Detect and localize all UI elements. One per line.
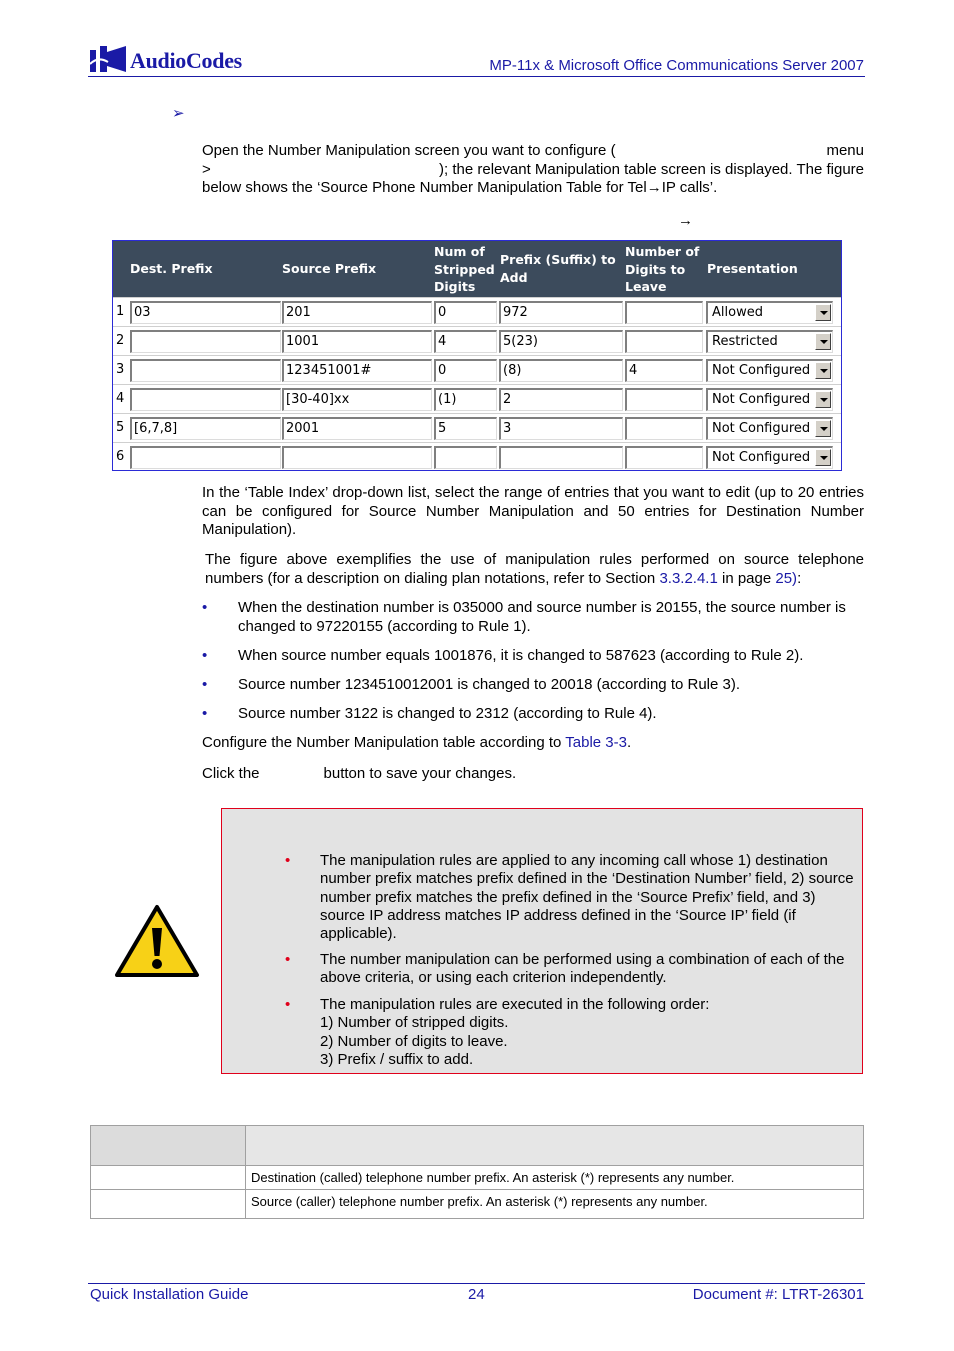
example-text-mid: in page bbox=[717, 569, 776, 587]
digits-to-leave-input[interactable] bbox=[625, 301, 703, 324]
presentation-select[interactable] bbox=[706, 388, 833, 411]
table-row bbox=[113, 355, 841, 384]
footer-guide-name: Quick Installation Guide bbox=[90, 1286, 249, 1303]
list-item-text: When source number equals 1001876, it is changed to 587623 (according to Rule 2). bbox=[238, 647, 804, 664]
list-item-text: Source number 3122 is changed to 2312 (according to Rule 4). bbox=[238, 705, 657, 722]
header-dest-prefix: Dest. Prefix bbox=[130, 261, 213, 276]
dest-prefix-input[interactable]: 03 bbox=[130, 301, 281, 324]
table-row bbox=[91, 1190, 863, 1214]
dest-prefix-input[interactable] bbox=[130, 330, 281, 353]
row-index: 5 bbox=[116, 420, 125, 435]
header-presentation: Presentation bbox=[707, 261, 798, 276]
intro-line-3: below shows the ‘Source Phone Number Manipulation Table for Tel→IP calls’. bbox=[202, 179, 718, 196]
header-stripped-2: Stripped bbox=[434, 262, 495, 277]
warning-icon bbox=[114, 904, 200, 978]
header-source-prefix: Source Prefix bbox=[282, 261, 377, 276]
logo-mark-icon bbox=[88, 44, 128, 74]
note-item-text: The manipulation rules are applied to any incoming call whose 1) destination number prefix matches prefix defined in the ‘Destination Number’ field, 2) source number prefix matches the prefix defined in the ‘Source Prefix’ field, and 3) source IP address matches IP address defined in the ‘Source IP’ field (if applicable). bbox=[320, 852, 854, 943]
configure-paragraph bbox=[202, 734, 864, 753]
intro-line-1-left: Open the Number Manipulation screen you want to configure ( bbox=[202, 142, 616, 159]
presentation-value: Not Configured bbox=[712, 363, 811, 378]
bullet-icon: • bbox=[202, 705, 208, 722]
prefix-to-add-input[interactable]: 3 bbox=[499, 417, 623, 440]
list-item-text: Source number 1234510012001 is changed to 20018 (according to Rule 3). bbox=[238, 676, 741, 693]
row-index: 6 bbox=[116, 449, 125, 464]
source-prefix-input[interactable]: 2001 bbox=[282, 417, 432, 440]
document-title: MP-11x & Microsoft Office Communications Server 2007 bbox=[489, 57, 864, 74]
bullet-icon: • bbox=[202, 676, 208, 693]
chevron-down-icon[interactable] bbox=[815, 304, 831, 321]
bullet-icon: • bbox=[202, 647, 208, 664]
order-intro: The manipulation rules are executed in the following order: bbox=[320, 996, 710, 1013]
table-row bbox=[113, 413, 841, 442]
prefix-to-add-input[interactable] bbox=[499, 446, 623, 469]
prefix-to-add-input[interactable]: 2 bbox=[499, 388, 623, 411]
presentation-value: Not Configured bbox=[712, 392, 811, 407]
stripped-digits-input[interactable]: 0 bbox=[434, 359, 497, 382]
source-prefix-input[interactable]: 201 bbox=[282, 301, 432, 324]
example-text-before: The figure above exemplifies the use of manipulation rules performed on source telephone numbers (for a description on dialing plan notations, refer to Section bbox=[205, 551, 864, 587]
dest-prefix-input[interactable] bbox=[130, 388, 281, 411]
stripped-digits-input[interactable]: 0 bbox=[434, 301, 497, 324]
click-before: Click the bbox=[202, 765, 260, 782]
table-row bbox=[113, 384, 841, 413]
page-link[interactable]: 25) bbox=[775, 569, 798, 587]
stripped-digits-input[interactable]: 4 bbox=[434, 330, 497, 353]
footer-page-number: 24 bbox=[468, 1286, 485, 1303]
stripped-digits-input[interactable] bbox=[434, 446, 497, 469]
chevron-down-icon[interactable] bbox=[815, 449, 831, 466]
presentation-select[interactable] bbox=[706, 301, 833, 324]
stripped-digits-input[interactable]: 5 bbox=[434, 417, 497, 440]
digits-to-leave-input[interactable] bbox=[625, 388, 703, 411]
presentation-value: Not Configured bbox=[712, 450, 811, 465]
procedure-arrow-icon: ➢ bbox=[172, 105, 185, 122]
table-row bbox=[113, 442, 841, 471]
source-prefix-input[interactable]: 123451001# bbox=[282, 359, 432, 382]
row-index: 3 bbox=[116, 362, 125, 377]
presentation-select[interactable] bbox=[706, 446, 833, 469]
chevron-down-icon[interactable] bbox=[815, 391, 831, 408]
order-step-1: 1) Number of stripped digits. bbox=[320, 1014, 509, 1032]
header-rule bbox=[88, 76, 865, 77]
table-header bbox=[113, 241, 841, 297]
intro-line-1-right: menu bbox=[826, 142, 864, 159]
note-item-text: The number manipulation can be performed using a combination of each of the above criteria, or using each criterion independently. bbox=[320, 951, 845, 987]
parameter-table bbox=[90, 1125, 864, 1219]
intro-line-2-right: ); the relevant Manipulation table screen is displayed. The figure bbox=[439, 160, 864, 178]
footer-document-number: Document #: LTRT-26301 bbox=[692, 1286, 864, 1303]
note-box bbox=[221, 808, 863, 1074]
dest-prefix-input[interactable]: [6,7,8] bbox=[130, 417, 281, 440]
example-text-after: : bbox=[797, 569, 802, 587]
prefix-to-add-input[interactable]: (8) bbox=[499, 359, 623, 382]
source-prefix-input[interactable]: [30-40]xx bbox=[282, 388, 432, 411]
header-prefix-2: Add bbox=[500, 270, 528, 285]
parameter-description: Source (caller) telephone number prefix. An asterisk (*) represents any number. bbox=[251, 1194, 708, 1209]
source-prefix-input[interactable] bbox=[282, 446, 432, 469]
table-row bbox=[91, 1166, 863, 1190]
caption-arrow-icon: → bbox=[678, 212, 693, 229]
presentation-value: Restricted bbox=[712, 334, 778, 349]
bullet-icon: • bbox=[285, 996, 291, 1013]
presentation-select[interactable] bbox=[706, 359, 833, 382]
parameter-description: Destination (called) telephone number prefix. An asterisk (*) represents any number. bbox=[251, 1170, 735, 1185]
digits-to-leave-input[interactable] bbox=[625, 417, 703, 440]
header-leave-3: Leave bbox=[625, 279, 667, 294]
presentation-select[interactable] bbox=[706, 417, 833, 440]
table-index-paragraph: In the ‘Table Index’ drop-down list, select the range of entries that you want to edit (up to 20 entries can be configured for Source Number Manipulation and 50 entries for Destination Number Manipulation). bbox=[202, 484, 864, 538]
example-paragraph bbox=[205, 551, 864, 588]
table-row bbox=[113, 326, 841, 355]
order-step-2: 2) Number of digits to leave. bbox=[320, 1032, 508, 1050]
chevron-down-icon[interactable] bbox=[815, 420, 831, 437]
configure-text: Configure the Number Manipulation table according to bbox=[202, 734, 566, 751]
digits-to-leave-input[interactable]: 4 bbox=[625, 359, 703, 382]
configure-end: . bbox=[627, 734, 632, 751]
intro-line-1 bbox=[202, 142, 864, 161]
note-order-block bbox=[320, 996, 860, 1069]
source-number-manipulation-table bbox=[112, 240, 842, 471]
order-step-3: 3) Prefix / suffix to add. bbox=[320, 1050, 474, 1068]
header-stripped-3: Digits bbox=[434, 279, 476, 294]
header-prefix-1: Prefix (Suffix) to bbox=[500, 252, 616, 267]
chevron-down-icon[interactable] bbox=[815, 362, 831, 379]
footer-rule bbox=[88, 1283, 865, 1284]
table-3-3-link[interactable]: Table 3-3 bbox=[565, 734, 627, 751]
row-index: 1 bbox=[116, 304, 125, 319]
audiocodes-logo bbox=[88, 42, 258, 76]
bullet-icon: • bbox=[285, 852, 291, 869]
digits-to-leave-input[interactable] bbox=[625, 446, 703, 469]
presentation-value: Not Configured bbox=[712, 421, 811, 436]
click-paragraph bbox=[202, 765, 864, 784]
header-leave-1: Number of bbox=[625, 244, 700, 259]
logo-text: AudioCodes bbox=[130, 48, 242, 73]
header-stripped-1: Num of bbox=[434, 244, 485, 259]
row-index: 2 bbox=[116, 333, 125, 348]
prefix-to-add-input[interactable]: 972 bbox=[499, 301, 623, 324]
header-leave-2: Digits to bbox=[625, 262, 686, 277]
row-index: 4 bbox=[116, 391, 125, 406]
bullet-icon: • bbox=[202, 599, 208, 616]
digits-to-leave-input[interactable] bbox=[625, 330, 703, 353]
click-after: button to save your changes. bbox=[323, 765, 517, 782]
prefix-to-add-input[interactable]: 5(23) bbox=[499, 330, 623, 353]
intro-paragraph bbox=[202, 142, 864, 198]
list-item-text: When the destination number is 035000 and source number is 20155, the source number is changed to 97220155 (according to Rule 1). bbox=[238, 599, 846, 635]
intro-line-2 bbox=[202, 161, 864, 180]
intro-line-2-left: > bbox=[202, 160, 211, 178]
presentation-value: Allowed bbox=[712, 305, 763, 320]
table-row bbox=[113, 297, 841, 326]
stripped-digits-input[interactable]: (1) bbox=[434, 388, 497, 411]
dest-prefix-input[interactable] bbox=[130, 446, 281, 469]
section-link[interactable]: 3.3.2.4.1 bbox=[659, 569, 718, 587]
presentation-select[interactable] bbox=[706, 330, 833, 353]
column-divider bbox=[245, 1126, 246, 1218]
dest-prefix-input[interactable] bbox=[130, 359, 281, 382]
source-prefix-input[interactable]: 1001 bbox=[282, 330, 432, 353]
chevron-down-icon[interactable] bbox=[815, 333, 831, 350]
bullet-icon: • bbox=[285, 951, 291, 968]
